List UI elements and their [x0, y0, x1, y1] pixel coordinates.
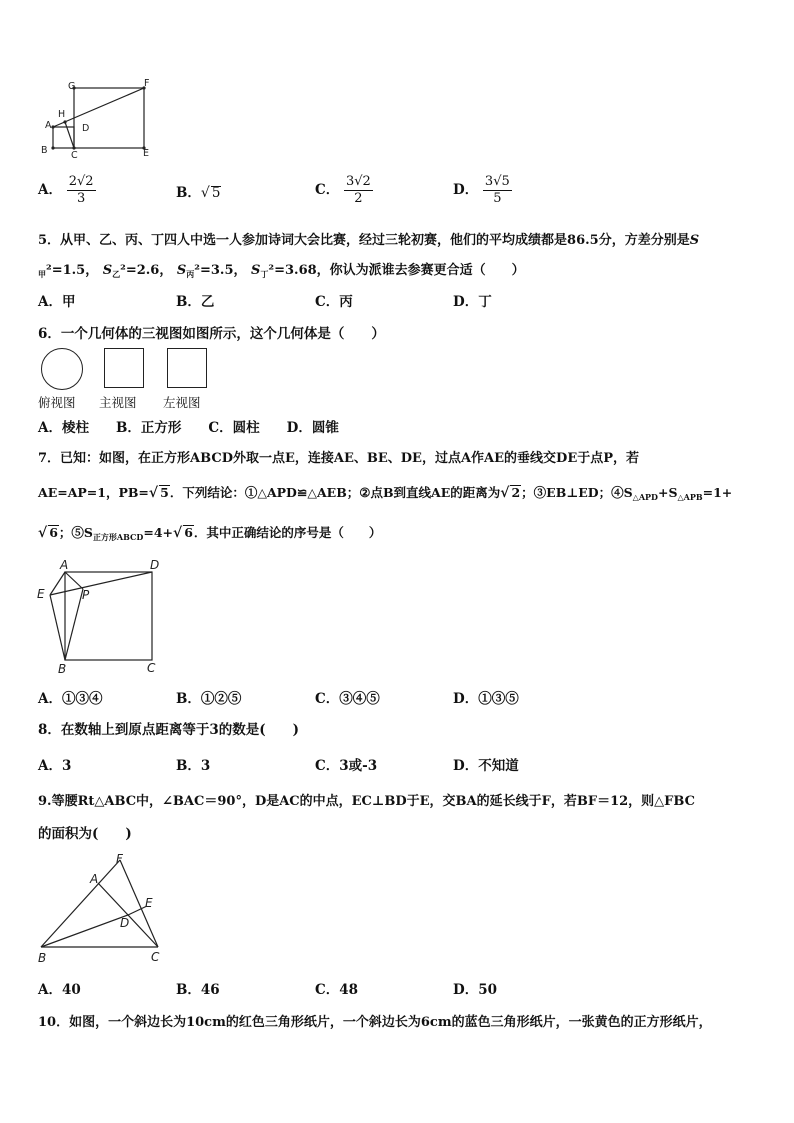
q9-option-b[interactable]: B．46	[176, 982, 220, 998]
label-H: H	[58, 109, 66, 120]
label-P: P	[82, 588, 90, 602]
q9-option-c[interactable]: C．48	[315, 982, 359, 998]
label-F: F	[144, 78, 150, 89]
q10-stem-line1: 10．如图，一个斜边长为10cm的红色三角形纸片，一个斜边长为6cm的蓝色三角形纸片，一张黄色的正方形纸片，	[38, 1015, 712, 1030]
label-D: D	[150, 558, 160, 572]
q5-option-b[interactable]: B．乙	[176, 294, 215, 310]
q5-option-a[interactable]: A．甲	[38, 294, 76, 310]
q4-option-d[interactable]: D． $\frac{3√5}{5}$	[453, 174, 510, 206]
label-E: E	[37, 587, 45, 601]
label-A: A	[60, 558, 69, 572]
label-C: C	[71, 150, 78, 161]
q9-stem-line1: 9.等腰Rt△ABC中，∠BAC＝90°，D是AC的中点，EC⊥BD于E，交BA的延长线于F，若BF＝12，则△FBC	[38, 794, 695, 809]
q5-stem-line1: 5．从甲、乙、丙、丁四人中选一人参加诗词大会比赛，经过三轮初赛，他们的平均成绩都是86.5分，方差分别是S	[38, 233, 700, 248]
q7-stem-line3: √ 6；$⑤S_{正方形ABCD}=4+√$ 6．其中正确结论的序号是（ ）	[38, 525, 382, 542]
figure-q4	[36, 76, 161, 161]
label-G: G	[68, 81, 76, 92]
q4-option-b[interactable]: B．√ 5	[176, 185, 221, 201]
label-E: E	[143, 148, 150, 159]
q7-option-d[interactable]: D．①③⑤	[453, 691, 519, 707]
label-B: B	[58, 662, 67, 676]
caption-front-view: 主视图	[99, 395, 137, 410]
caption-top-view: 俯视图	[38, 395, 76, 410]
label-F: F	[116, 852, 123, 866]
label-D: D	[82, 123, 90, 134]
q8-option-c[interactable]: C．3或-3	[315, 758, 378, 774]
q7-stem-line1: 7．已知：如图，在正方形ABCD外取一点E，连接AE、BE、DE，过点A作AE的垂线交DE于点P，若	[38, 451, 640, 466]
q5-option-c[interactable]: C．丙	[315, 294, 353, 310]
label-A: A	[90, 872, 99, 886]
q4-option-a[interactable]: A． $\frac{2√2}{3}$	[38, 174, 94, 206]
q8-option-d[interactable]: D．不知道	[453, 758, 519, 774]
q5-stem-line2: $_甲$²=1.5， $S_乙^2=2.6$， $S_丙^2=3.5$， $S_丁^2=3.68$，你认为派谁去参赛更合适（ ）	[38, 263, 525, 279]
q7-option-c[interactable]: C．③④⑤	[315, 691, 380, 707]
q9-stem-line2: 的面积为( )	[38, 826, 132, 842]
figure-q7	[34, 556, 164, 676]
label-B: B	[41, 145, 48, 156]
q7-stem-line2: AE=AP=1，PB=√ 5．下列结论：①△APD≌△AEB；②点B到直线AE的距离为√ 2；③EB⊥ED；$④S_{\triangle APD}+S_{\triangle APB}=1+$	[38, 485, 733, 502]
q7-option-a[interactable]: A．①③④	[38, 691, 103, 707]
caption-side-view: 左视图	[163, 395, 201, 410]
q8-option-a[interactable]: A．3	[38, 758, 72, 774]
label-A: A	[45, 120, 52, 131]
top-view-circle	[41, 348, 83, 390]
fraction: $\frac{2√2}{3}$	[68, 174, 94, 206]
fraction: $\frac{3√5}{5}$	[484, 174, 510, 206]
side-view-square	[167, 348, 207, 388]
label-C: C	[147, 661, 156, 675]
q9-option-a[interactable]: A．40	[38, 982, 81, 998]
label-D: D	[120, 916, 130, 930]
fraction: $\frac{3√2}{2}$	[345, 174, 371, 206]
q6-stem: 6．一个几何体的三视图如图所示，这个几何体是（ ）	[38, 326, 385, 342]
q8-option-b[interactable]: B．3	[176, 758, 211, 774]
label-B: B	[38, 951, 47, 965]
front-view-square	[104, 348, 144, 388]
q4-option-c[interactable]: C． $\frac{3√2}{2}$	[315, 174, 371, 206]
label-E: E	[145, 896, 153, 910]
figure-q9	[34, 850, 169, 966]
q8-stem: 8．在数轴上到原点距离等于3的数是( )	[38, 722, 300, 738]
q7-option-b[interactable]: B．①②⑤	[176, 691, 242, 707]
label-C: C	[151, 950, 160, 964]
q9-option-d[interactable]: D．50	[453, 982, 497, 998]
q6-options[interactable]: A．棱柱 B．正方形 C．圆柱 D．圆锥	[38, 420, 339, 436]
q5-option-d[interactable]: D．丁	[453, 294, 492, 310]
